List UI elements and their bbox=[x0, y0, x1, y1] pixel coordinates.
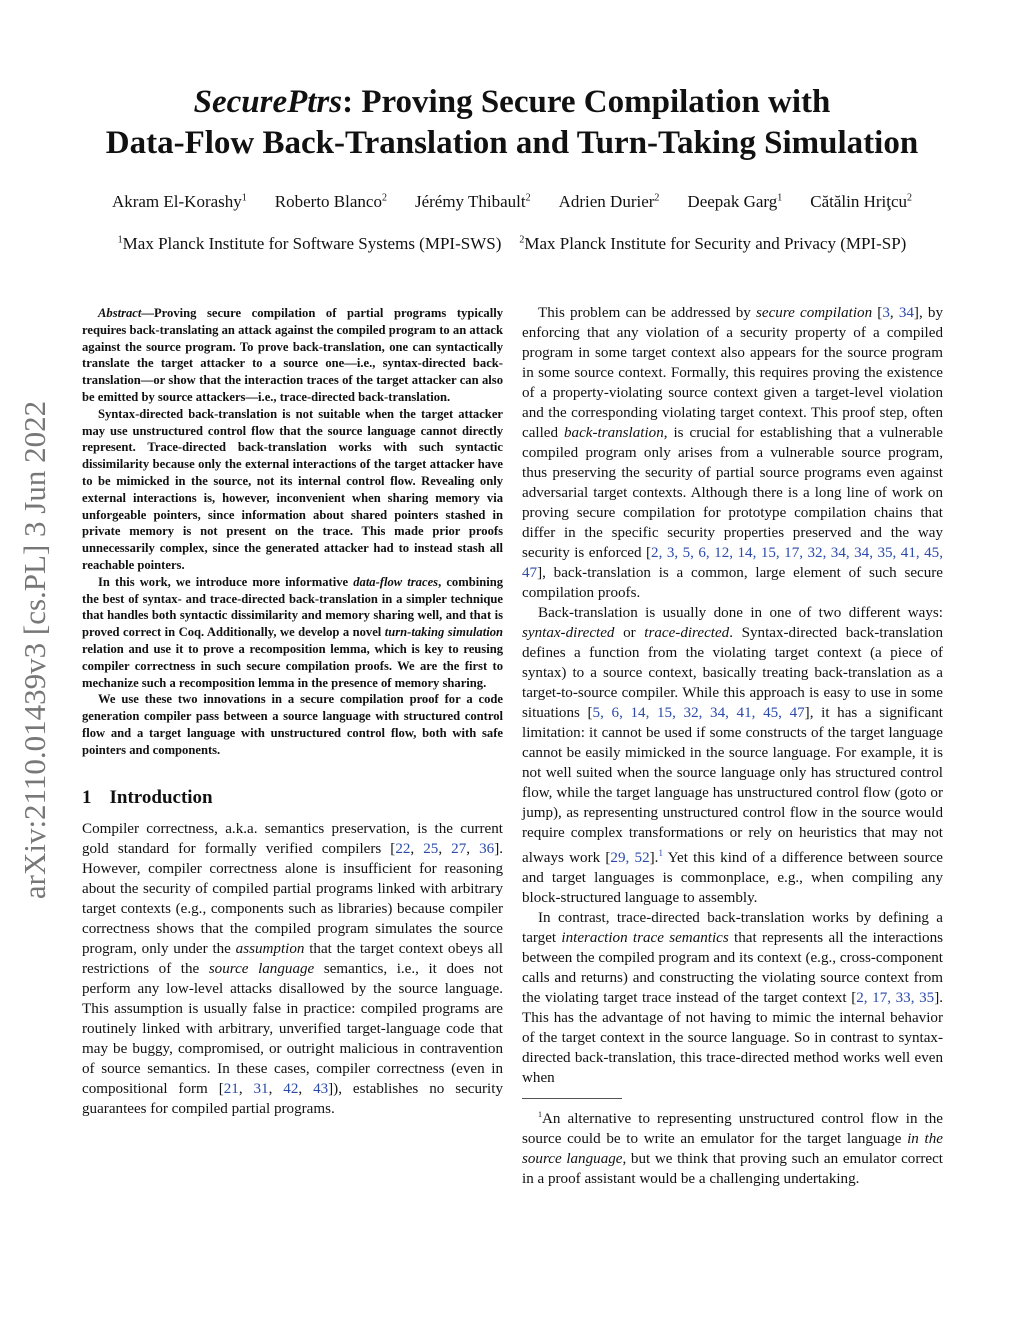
body-paragraph: In contrast, trace-directed back-translation works by defining a target interaction trace semantics that represents all the interactions between the compiled program and its context (e.g., cross-component calls and returns) and constructing the violating source context from the violating target trace instead of the target context [2, 17, 33, 35]. This has the advantage of not having to mimic the internal behavior of the target context in the source language. So in contrast to syntax-directed back-translation, this trace-directed method works well even when bbox=[522, 910, 943, 1087]
abstract-label: Abstract bbox=[98, 306, 142, 320]
affiliation-list bbox=[60, 234, 964, 254]
left-column bbox=[82, 305, 503, 1119]
body-paragraph: Back-translation is usually done in one of two different ways: syntax-directed or trace-directed. Syntax-directed back-translation defines a function from the violating target context (a piece of syntax) to a source context, basically treating back-translation as a target-to-source compiler. While this approach is easy to use in some situations [5, 6, 14, 15, 32, 34, 41, 45, 47], it has a significant limitation: it cannot be used if some constructs of the target language cannot be easily mimicked in the source language. For example, it is not well suited when the source language only has structured control flow, while the target language has unstructured control flow (goto or jump), as representing unstructured control flow in the source would require complex transformations or rely on heuristics that may not always work [29, 52].$^1$ Yet this kind of a difference between source and target languages is commonplace, e.g., when compiling any block-structured language to assembly. bbox=[522, 605, 943, 907]
abstract-paragraph: Abstract—Proving secure compilation of partial programs typically requires back-translating an attack against the compiled program to an attack against the source program. To prove back-translation, one can syntactically translate the target attacker to a source one—i.e., syntax-directed back-translation—or show that the interaction traces of the target attacker can also be emitted by source attackers—i.e., trace-directed back-translation. bbox=[82, 306, 503, 404]
body-paragraph: Compiler correctness, a.k.a. semantics preservation, is the current gold standard for formally verified compilers [22, 25, 27, 36]. However, compiler correctness alone is insufficient for reasoning about the security of compiled partial programs linked with arbitrary target contexts (e.g., components such as libraries) because compiler correctness shows that the compiled program simulates the source program, only under the assumption that the target context obeys all restrictions of the source language semantics, i.e., it does not perform any low-level attacks disallowed by the source language. This assumption is usually false in practice: compiled programs are routinely linked with arbitrary, unverified target-language code that may be buggy, compromised, or outright malicious in contravention of source semantics. In these cases, compiler correctness (even in compositional form [21, 31, 42, 43]), establishes no security guarantees for compiled partial programs. bbox=[82, 820, 504, 1117]
citation-link[interactable]: 27 bbox=[451, 840, 467, 857]
author: Cătălin Hriţcu$^2$ bbox=[810, 192, 913, 211]
author-list bbox=[60, 192, 964, 212]
citation-link[interactable]: 42 bbox=[283, 1080, 299, 1097]
author: Roberto Blanco$^2$ bbox=[274, 192, 387, 211]
citation-links[interactable]: 2, 17, 33, 35 bbox=[856, 990, 935, 1007]
title-line2: Data-Flow Back-Translation and Turn-Taking Simulation bbox=[105, 125, 919, 161]
citation-links[interactable]: 5, 6, 14, 15, 32, 34, 41, 45, 47 bbox=[592, 705, 805, 721]
paper-title bbox=[60, 82, 964, 164]
citation-link[interactable]: 21 bbox=[223, 1080, 239, 1097]
author: Deepak Garg$^1$ bbox=[687, 192, 783, 211]
footnote: $^1$An alternative to representing unstructured control flow in the source could be to write an emulator for the target language in the source language, but we think that proving such an emulator correct in a proof assistant would be a challenging undertaking. bbox=[522, 1110, 943, 1188]
citation-link[interactable]: 43 bbox=[313, 1080, 329, 1097]
footnote-marker[interactable]: 1 bbox=[658, 848, 663, 858]
footnote-divider bbox=[522, 1098, 622, 1099]
arxiv-stamp-text: arXiv:2110.01439v3 [cs.PL] 3 Jun 2022 bbox=[17, 400, 53, 900]
section-heading bbox=[82, 787, 503, 809]
title-line1: : Proving Secure Compilation with bbox=[342, 84, 831, 120]
body-paragraph: This problem can be addressed by secure compilation [3, 34], by enforcing that any violation of a security property of a compiled program in some target context also appears for the source program in some source context. Formally, this requires proving the existence of a property-violating source context given a target-level violation and the corresponding violating target context. This proof step, often called back-translation, is crucial for establishing that a vulnerable compiled program only arises from a vulnerable source program, thus preserving the security of partial source programs even against adversarial target contexts. Although there is a long line of work on proving secure compilation for prototype compilation chains that differ in the specific security properties preserved and the way security is enforced [2, 3, 5, 6, 12, 14, 15, 17, 32, 34, 34, 35, 41, 45, 47], back-translation is a common, large element of such secure compilation proofs. bbox=[522, 305, 943, 601]
right-column bbox=[522, 303, 943, 1189]
abstract-paragraph: Syntax-directed back-translation is not suitable when the target attacker may use unstructured control flow that the source language cannot directly represent. Trace-directed back-translation works with such syntactic dissimilarity because only the external interactions of the target attacker have to be mimicked in the source, not its internal control flow. Revealing only external interactions is, however, inconvenient when sharing memory via unforgeable pointers, since information about shared pointers stashed in private memory is not present on the trace. This made prior proofs unnecessarily complex, since the generated attacker had to instead stash all reachable pointers. bbox=[82, 406, 503, 572]
author: Adrien Durier$^2$ bbox=[558, 192, 660, 211]
affiliation: $^2$Max Planck Institute for Security and Privacy (MPI-SP) bbox=[519, 234, 907, 253]
section-title: Introduction bbox=[109, 786, 213, 808]
citation-link[interactable]: 34 bbox=[898, 305, 914, 321]
arxiv-stamp bbox=[10, 365, 60, 935]
intro-body bbox=[82, 819, 503, 1119]
title-italic: SecurePtrs bbox=[193, 84, 343, 120]
citation-links[interactable]: 29, 52 bbox=[610, 850, 650, 867]
citation-link[interactable]: 22 bbox=[395, 840, 411, 857]
abstract-paragraph: We use these two innovations in a secure compilation proof for a code generation compiler pass between a source language with structured control flow and a target language with unstructured control flow, both with safe pointers and components. bbox=[82, 692, 503, 757]
author: Akram El-Korashy$^1$ bbox=[111, 192, 247, 211]
author: Jérémy Thibault$^2$ bbox=[414, 192, 531, 211]
citation-links[interactable]: 2, 3, 5, 6, 12, 14, 15, 17, 32, 34, 34, 35, 41, 45, 47 bbox=[522, 545, 943, 581]
citation-link[interactable]: 3 bbox=[882, 305, 890, 321]
citation-link[interactable]: 25 bbox=[423, 840, 439, 857]
abstract bbox=[82, 305, 503, 759]
abstract-paragraph: In this work, we introduce more informative data-flow traces, combining the best of syntax- and trace-directed back-translation in a simpler technique that handles both syntactic dissimilarity and memory sharing well, and that is proved correct in Coq. Additionally, we develop a novel turn-taking simulation relation and use it to prove a recomposition lemma, which is key to reusing compiler correctness in such secure compilation proofs. We are the first to mechanize such a recomposition lemma in the presence of memory sharing. bbox=[82, 574, 504, 690]
section-number: 1 bbox=[82, 786, 92, 808]
affiliation: $^1$Max Planck Institute for Software Systems (MPI-SWS) bbox=[117, 234, 502, 253]
citation-link[interactable]: 36 bbox=[479, 840, 495, 857]
citation-link[interactable]: 31 bbox=[253, 1080, 269, 1097]
